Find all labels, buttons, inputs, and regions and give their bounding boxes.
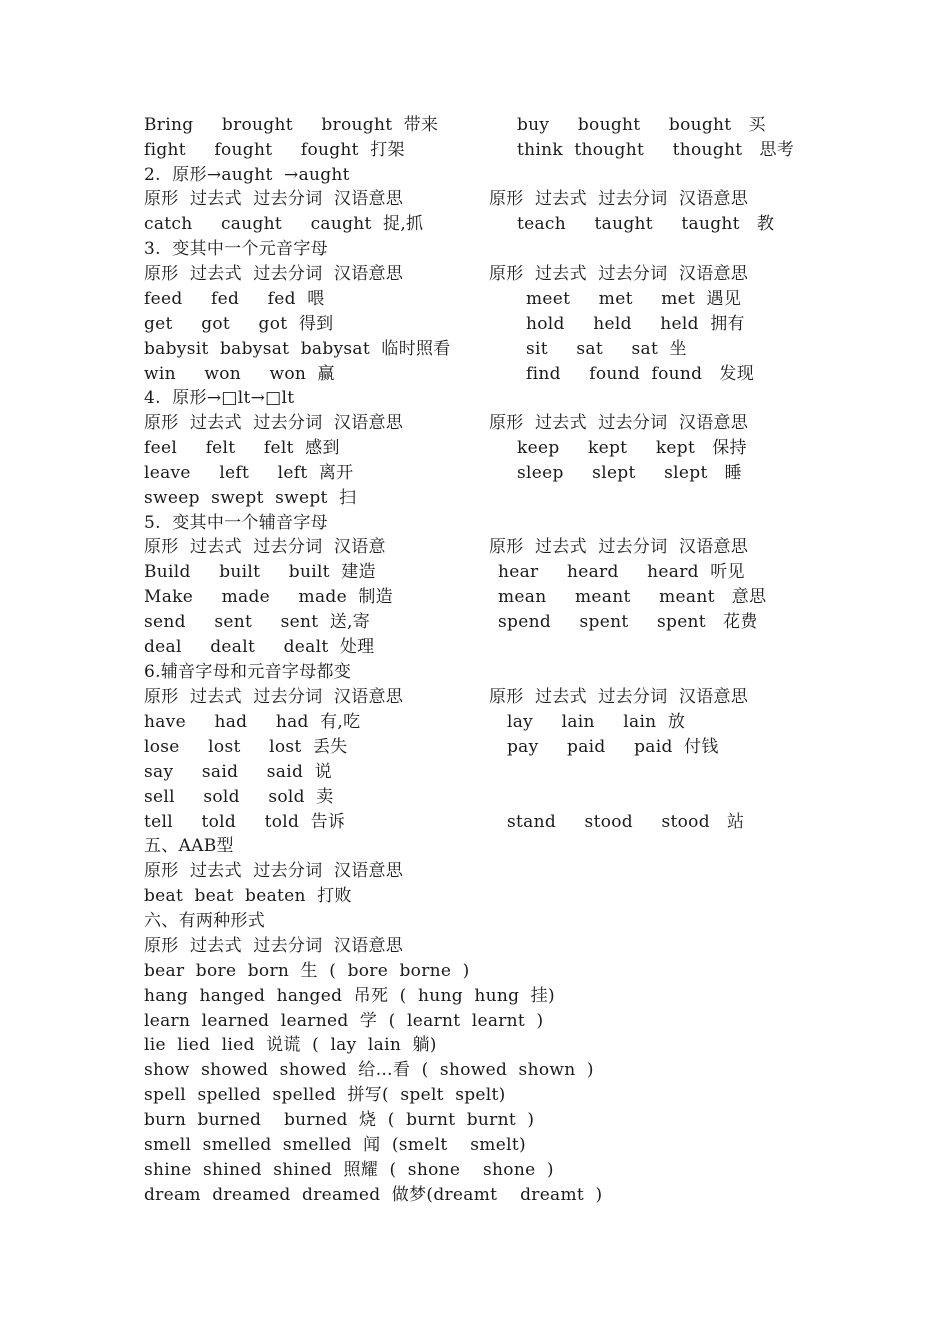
line-text-right: 原形 过去式 过去分词 汉语意思 [489, 189, 749, 209]
line-text-left: feed fed fed 喂 [144, 289, 325, 309]
line-text-left: 六、有两种形式 [144, 911, 266, 931]
line-text-left: say said said 说 [144, 762, 332, 782]
line-text-left: sell sold sold 卖 [144, 787, 334, 807]
line-text-left: bear bore born 生 ( bore borne ) [144, 961, 470, 981]
line-text-left: 2. 原形→aught →aught [144, 165, 350, 185]
line-text-left: show showed showed 给…看 ( showed shown ) [144, 1060, 594, 1080]
line-text-right: spend spent spent 花费 [498, 612, 758, 632]
line-text-right: meet met met 遇见 [526, 289, 742, 309]
line-text-left: 6.辅音字母和元音字母都变 [144, 662, 352, 682]
line-text-right: pay paid paid 付钱 [507, 737, 719, 757]
line-text-left: lie lied lied 说谎 ( lay lain 躺) [144, 1035, 437, 1055]
line-text-left: burn burned burned 烧 ( burnt burnt ) [144, 1110, 535, 1130]
line-text-left: 五、AAB型 [144, 836, 234, 856]
line-text-right: lay lain lain 放 [507, 712, 686, 732]
line-text-left: leave left left 离开 [144, 463, 354, 483]
line-text-left: tell told told 告诉 [144, 812, 346, 832]
line-text-left: 原形 过去式 过去分词 汉语意思 [144, 861, 404, 881]
line-text-right: buy bought bought 买 [517, 115, 766, 135]
line-text-left: Bring brought brought 带来 [144, 115, 439, 135]
line-text-left: Make made made 制造 [144, 587, 393, 607]
line-text-left: get got got 得到 [144, 314, 334, 334]
line-text-right: teach taught taught 教 [517, 214, 775, 234]
line-text-right: sit sat sat 坐 [526, 339, 687, 359]
line-text-left: send sent sent 送,寄 [144, 612, 371, 632]
line-text-left: smell smelled smelled 闻 (smelt smelt) [144, 1135, 526, 1155]
line-text-left: babysit babysat babysat 临时照看 [144, 339, 451, 359]
line-text-left: beat beat beaten 打败 [144, 886, 352, 906]
line-text-left: dream dreamed dreamed 做梦(dreamt dreamt ) [144, 1185, 603, 1205]
line-text-left: feel felt felt 感到 [144, 438, 340, 458]
line-text-right: sleep slept slept 睡 [517, 463, 742, 483]
line-text-left: 原形 过去式 过去分词 汉语意思 [144, 189, 404, 209]
line-text-left: 3. 变其中一个元音字母 [144, 239, 328, 259]
line-text-left: spell spelled spelled 拼写( spelt spelt) [144, 1085, 506, 1105]
line-text-right: 原形 过去式 过去分词 汉语意思 [489, 264, 749, 284]
line-text-right: mean meant meant 意思 [498, 587, 767, 607]
line-text-right: find found found 发现 [526, 364, 755, 384]
line-text-right: keep kept kept 保持 [517, 438, 747, 458]
line-text-left: 5. 变其中一个辅音字母 [144, 513, 328, 533]
line-text-right: stand stood stood 站 [507, 812, 745, 832]
line-text-left: 原形 过去式 过去分词 汉语意 [144, 537, 386, 557]
line-text-left: 原形 过去式 过去分词 汉语意思 [144, 264, 404, 284]
line-text-left: win won won 赢 [144, 364, 335, 384]
line-text-right: hear heard heard 听见 [498, 562, 745, 582]
line-text-right: think thought thought 思考 [517, 140, 795, 160]
line-text-left: hang hanged hanged 吊死 ( hung hung 挂) [144, 986, 555, 1006]
line-text-left: 原形 过去式 过去分词 汉语意思 [144, 936, 404, 956]
line-text-right: 原形 过去式 过去分词 汉语意思 [489, 537, 749, 557]
line-text-left: Build built built 建造 [144, 562, 376, 582]
line-text-left: have had had 有,吃 [144, 712, 361, 732]
line-text-left: fight fought fought 打架 [144, 140, 405, 160]
line-text-left: shine shined shined 照耀 ( shone shone ) [144, 1160, 554, 1180]
line-text-right: 原形 过去式 过去分词 汉语意思 [489, 687, 749, 707]
line-text-left: 原形 过去式 过去分词 汉语意思 [144, 413, 404, 433]
line-text-left: lose lost lost 丢失 [144, 737, 348, 757]
line-text-right: hold held held 拥有 [526, 314, 745, 334]
line-text-left: catch caught caught 捉,抓 [144, 214, 424, 234]
line-text-left: sweep swept swept 扫 [144, 488, 357, 508]
line-text-left: 4. 原形→□lt→□lt [144, 388, 295, 408]
line-text-left: deal dealt dealt 处理 [144, 637, 375, 657]
line-text-left: learn learned learned 学 ( learnt learnt ) [144, 1011, 544, 1031]
line-text-right: 原形 过去式 过去分词 汉语意思 [489, 413, 749, 433]
line-text-left: 原形 过去式 过去分词 汉语意思 [144, 687, 404, 707]
